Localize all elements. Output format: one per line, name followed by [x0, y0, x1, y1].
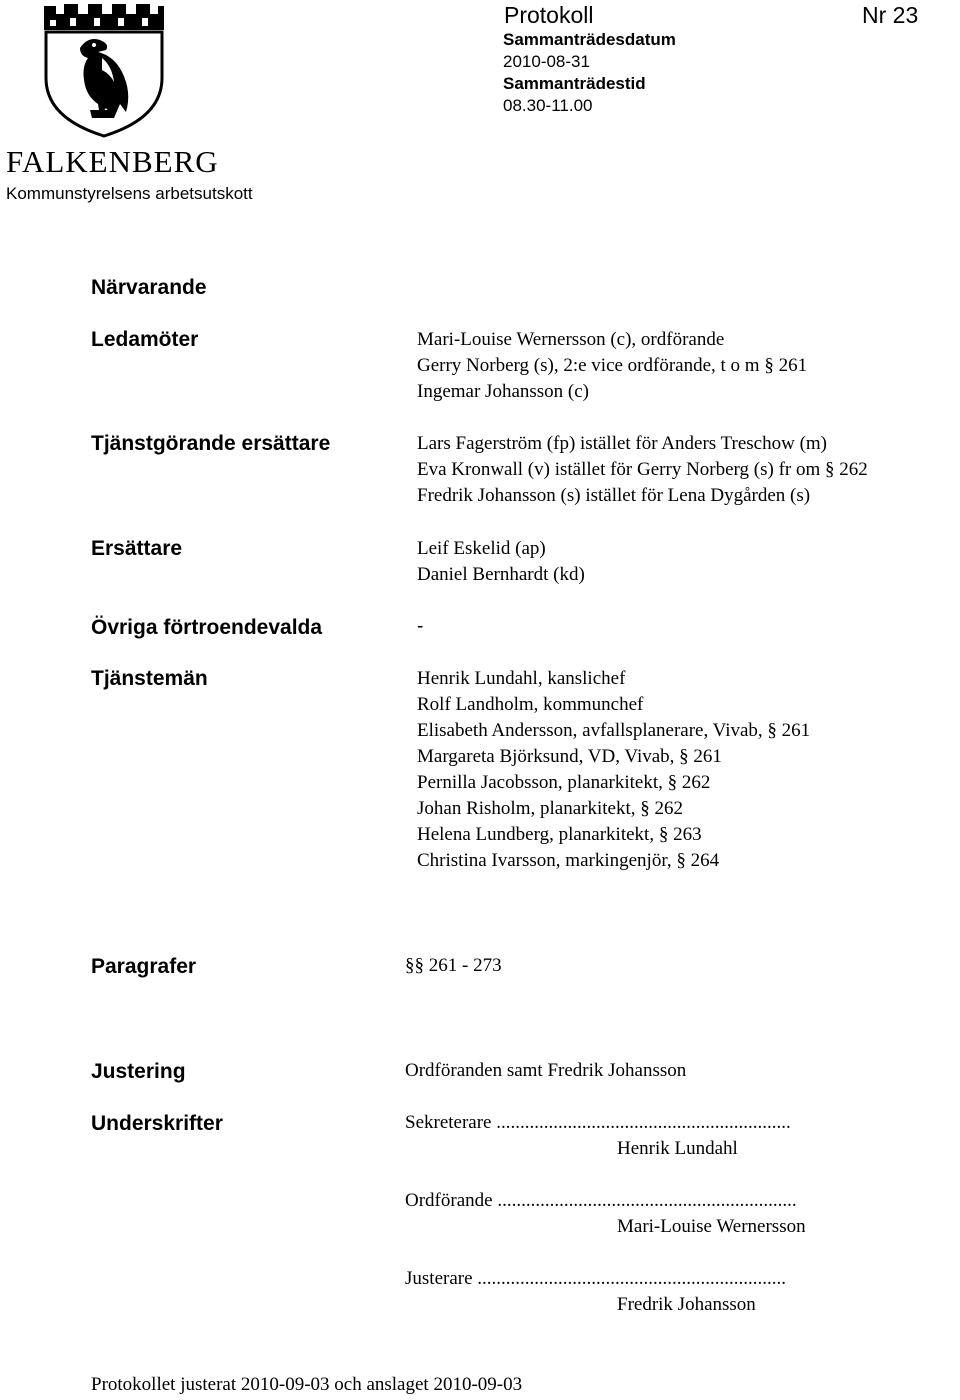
official-line: Rolf Landholm, kommunchef	[417, 694, 644, 715]
member-line: Gerry Norberg (s), 2:e vice ordförande, t o m § 261	[417, 355, 808, 376]
other-elected-label: Övriga förtroendevalda	[91, 616, 323, 639]
members-label: Ledamöter	[91, 328, 199, 351]
meeting-date-label: Sammanträdesdatum	[503, 30, 676, 49]
official-line: Henrik Lundahl, kanslichef	[417, 668, 626, 689]
adjuster-signature-line: Justerare .................................................................	[405, 1268, 787, 1289]
present-heading: Närvarande	[91, 276, 207, 299]
unit-name: Kommunstyrelsens arbetsutskott	[6, 184, 253, 203]
adjuster-name: Fredrik Johansson	[617, 1294, 756, 1315]
chairman-signature-line: Ordförande ...............................................................	[405, 1190, 797, 1211]
paragraphs-label: Paragrafer	[91, 955, 197, 978]
signatures-label: Underskrifter	[91, 1112, 223, 1135]
official-line: Pernilla Jacobsson, planarkitekt, § 262	[417, 772, 711, 793]
serving-deputy-line: Fredrik Johansson (s) istället för Lena Dygården (s)	[417, 485, 811, 506]
member-line: Mari-Louise Wernersson (c), ordförande	[417, 329, 725, 350]
serving-deputies-label: Tjänstgörande ersättare	[91, 432, 331, 455]
deputy-line: Leif Eskelid (ap)	[417, 538, 546, 559]
adjustment-label: Justering	[91, 1060, 186, 1083]
meeting-time-label: Sammanträdestid	[503, 74, 646, 93]
officials-label: Tjänstemän	[91, 667, 208, 690]
other-elected-value: -	[417, 616, 424, 637]
secretary-name: Henrik Lundahl	[617, 1138, 738, 1159]
official-line: Margareta Björksund, VD, Vivab, § 261	[417, 746, 722, 767]
official-line: Christina Ivarsson, markingenjör, § 264	[417, 850, 720, 871]
chairman-name: Mari-Louise Wernersson	[617, 1216, 806, 1237]
serving-deputy-line: Lars Fagerström (fp) istället för Anders Treschow (m)	[417, 433, 828, 454]
official-line: Helena Lundberg, planarkitekt, § 263	[417, 824, 702, 845]
org-name: FALKENBERG	[6, 144, 219, 179]
secretary-signature-line: Sekreterare ..............................................................	[405, 1112, 791, 1133]
member-line: Ingemar Johansson (c)	[417, 381, 590, 402]
meeting-time-value: 08.30-11.00	[503, 96, 593, 115]
serving-deputy-line: Eva Kronwall (v) istället för Gerry Norberg (s) fr om § 262	[417, 459, 868, 480]
meeting-date-value: 2010-08-31	[503, 52, 590, 71]
footer-note: Protokollet justerat 2010-09-03 och anslaget 2010-09-03	[91, 1374, 523, 1395]
protocol-number: Nr 23	[862, 2, 919, 28]
official-line: Elisabeth Andersson, avfallsplanerare, Vivab, § 261	[417, 720, 811, 741]
deputies-label: Ersättare	[91, 537, 183, 560]
paragraphs-value: §§ 261 - 273	[405, 955, 502, 976]
deputy-line: Daniel Bernhardt (kd)	[417, 564, 585, 585]
document-type: Protokoll	[504, 2, 594, 28]
adjustment-value: Ordföranden samt Fredrik Johansson	[405, 1060, 687, 1081]
coat-of-arms-logo	[40, 0, 168, 138]
official-line: Johan Risholm, planarkitekt, § 262	[417, 798, 683, 819]
